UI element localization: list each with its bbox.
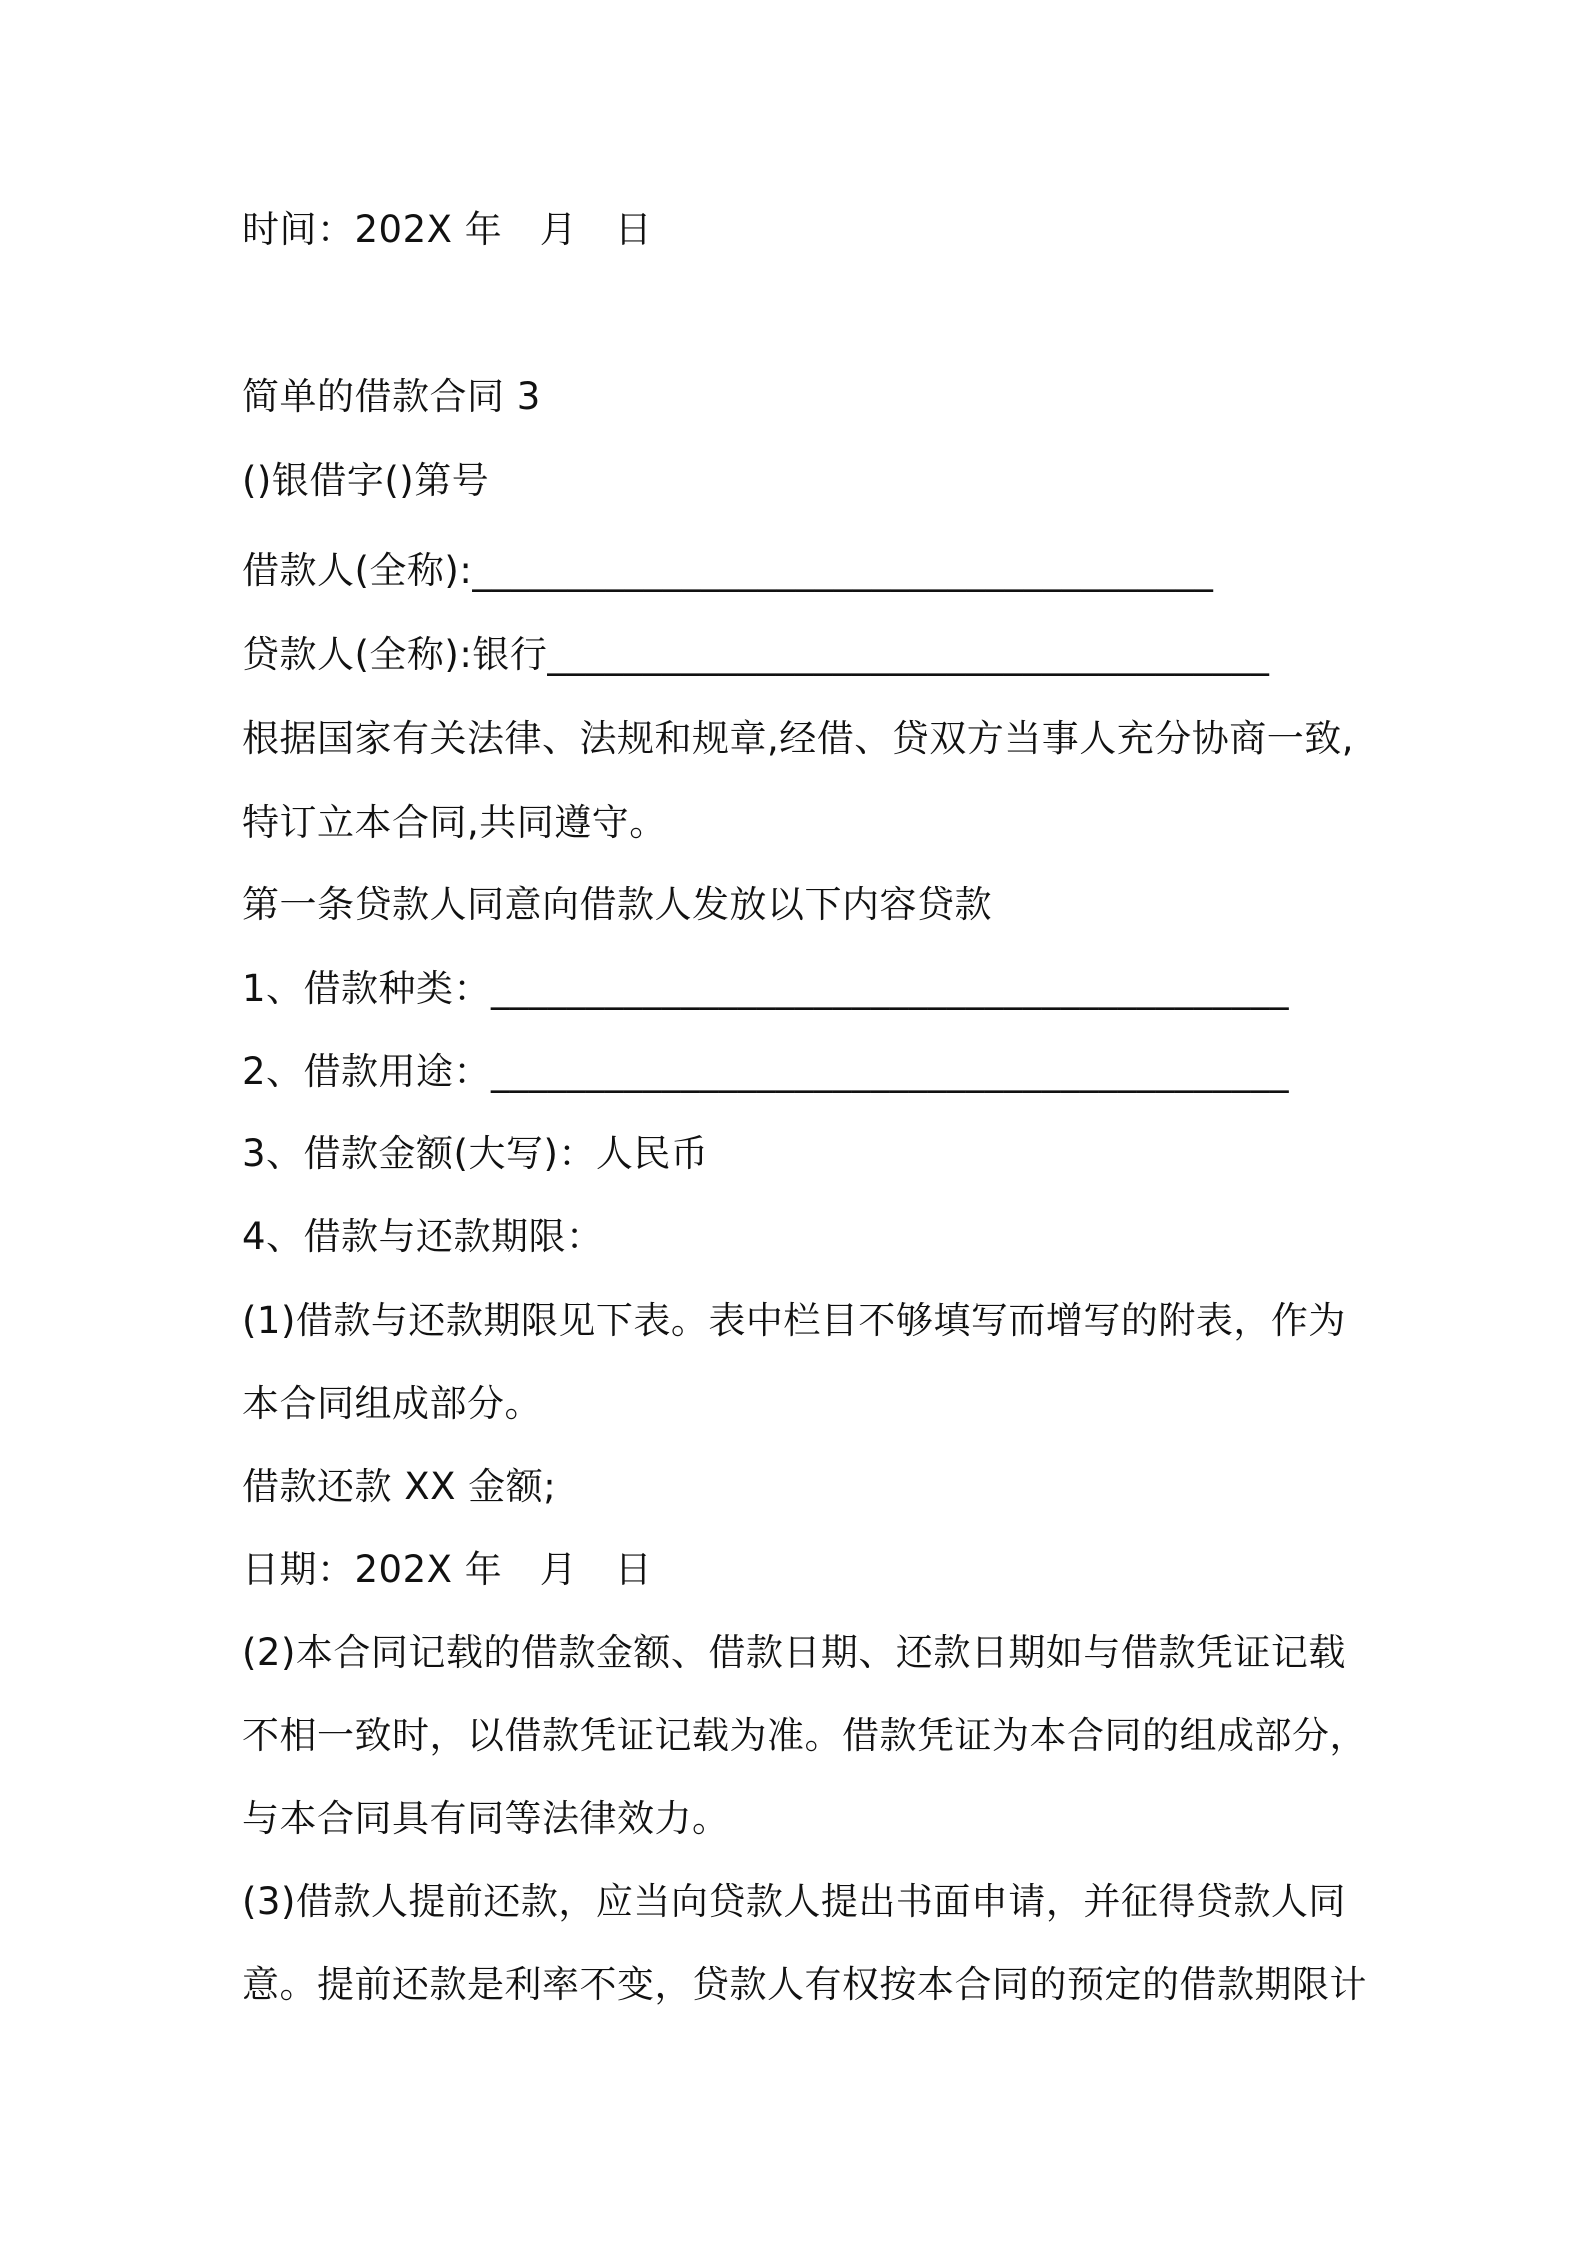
loan-term-heading: 4、借款与还款期限： xyxy=(242,1215,604,1258)
term-clause-2-line-3: 与本合同具有同等法律效力。 xyxy=(242,1797,730,1840)
term-clause-1-line-2: 本合同组成部分。 xyxy=(242,1382,542,1425)
borrower-line: 借款人(全称):_______________________________________ xyxy=(242,549,1214,592)
term-clause-3-line-1: (3)借款人提前还款，应当向贷款人提出书面申请，并征得贷款人同 xyxy=(242,1880,1346,1923)
lender-line: 贷款人(全称):银行______________________________________ xyxy=(242,633,1270,676)
time-line: 时间：202X 年 月 日 xyxy=(242,208,653,251)
loan-amount-line: 3、借款金额(大写)：人民币 xyxy=(242,1132,709,1175)
article-one-heading: 第一条贷款人同意向借款人发放以下内容贷款 xyxy=(242,883,992,926)
preamble-line-2: 特订立本合同,共同遵守。 xyxy=(242,801,667,844)
contract-title: 简单的借款合同 3 xyxy=(242,375,541,418)
preamble-line-1: 根据国家有关法律、法规和规章,经借、贷双方当事人充分协商一致, xyxy=(242,717,1355,760)
term-clause-2-line-1: (2)本合同记载的借款金额、借款日期、还款日期如与借款凭证记载 xyxy=(242,1631,1346,1674)
term-clause-2-line-2: 不相一致时，以借款凭证记载为准。借款凭证为本合同的组成部分， xyxy=(242,1714,1367,1757)
repayment-amount-line: 借款还款 XX 金额; xyxy=(242,1465,557,1508)
contract-number: ()银借字()第号 xyxy=(242,459,490,502)
loan-purpose-line: 2、借款用途：__________________________________________ xyxy=(242,1050,1290,1093)
term-clause-1-line-1: (1)借款与还款期限见下表。表中栏目不够填写而增写的附表，作为 xyxy=(242,1299,1346,1342)
date-line: 日期：202X 年 月 日 xyxy=(242,1548,653,1591)
loan-type-line: 1、借款种类：__________________________________________ xyxy=(242,967,1290,1010)
term-clause-3-line-2: 意。提前还款是利率不变，贷款人有权按本合同的预定的借款期限计 xyxy=(242,1963,1367,2006)
